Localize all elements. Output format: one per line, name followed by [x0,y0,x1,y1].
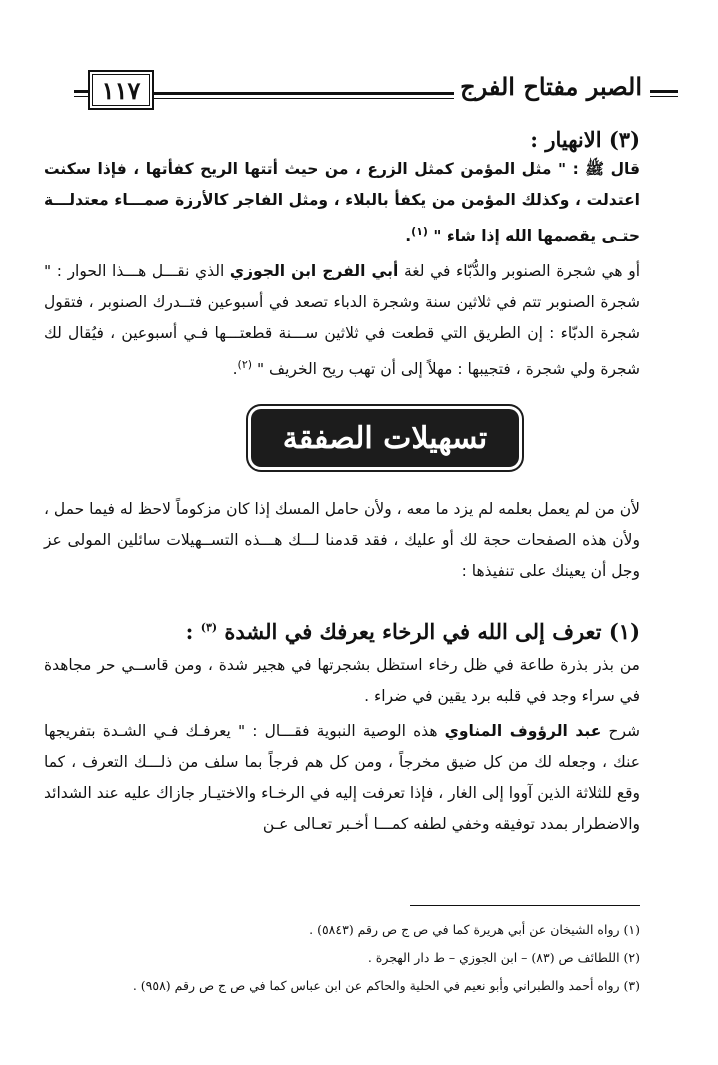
header-rule [650,96,678,97]
footnote-ref: (٣) [200,621,218,634]
hadith-paragraph: قال ﷺ : " مثل المؤمن كمثل الزرع ، من حيث أتتها الريح كفأتها ، فإذا سكنت اعتدلت ، وكذلك المؤمن من يكفأ بالبلاء ، ومثل الفاجر كالأرزة صمـــاء معتدلـــة حتـى يقصمها الله إذا شاء " $^{(١)}$. [44,160,640,246]
paragraph-text: شرح [601,722,640,740]
footnote-ref: (١) [411,225,428,238]
body-paragraph: من بذر بذرة طاعة في ظل رخاء استظل بشجرتها في هجير شدة ، ومن قاســي حر مجاهدة في سراء وجد في قلبه برد يقين في ضراء . [44,656,640,705]
section-know-allah [44,612,640,840]
footnote: (٢) اللطائف ص (٨٣) – ابن الجوزي – ط دار الهجرة . [367,950,640,965]
body-paragraph [44,716,640,840]
section-banner: تسهيلات الصفقة [251,409,519,467]
body-paragraph: أو هي شجرة الصنوبر والدُّبّاء في لغة أبي الفرج ابن الجوزي الذي نقـــل هـــذا الحوار : " شجرة الصنوبر تتم في ثلاثين سنة وشجرة الدباء تصعد في أسبوعين فتــدرك الصنوبر ، فتقول شجرة الدبّاء : إن الطريق التي قطعت في ثلاثين ســـنة قطعتـــها فـي أسبوعين ، فيُقال لك شجرة ولي شجرة ، فتجيبها : مهلاً إلى أن تهب ريح الخريف " $^{(٢)}$. [44,262,641,379]
hadith-text: قال ﷺ : " مثل المؤمن كمثل الزرع ، من حيث أتتها الريح كفأتها ، فإذا سكنت اعتدلت ، وكذلك المؤمن من يكفأ بالبلاء ، ومثل الفاجر كالأرزة صمـــاء معتدلـــة حتـى يقصمها الله إذا شاء " [44,160,640,246]
paragraph-text: الذي نقـــل هـــذا الحوار : " شجرة الصنوبر تتم في ثلاثين سنة وشجرة الدباء تصعد في أسبوعين فتــدرك الصنوبر ، فتقول شجرة الدبّاء : إن الطريق التي قطعت في ثلاثين ســـنة قطعتـــها فـي أسبوعين ، فيُقال لك شجرة ولي شجرة ، فتجيبها : مهلاً إلى أن تهب ريح الخريف " [44,262,640,379]
running-title: الصبر مفتاح الفرج [454,72,648,101]
footnote: (٣) رواه أحمد والطبراني وأبو نعيم في الحلية والحاكم عن ابن عباس كما في ص ج ص رقم (٩٥٨) . [132,978,640,993]
author-name: أبي الفرج ابن الجوزي [229,262,399,281]
section-collapse [44,124,640,385]
section-heading: (٣) الانهيار : [530,127,640,152]
paragraph-text: هذه الوصية النبوية فقـــال : " يعرفـك فـي الشـدة بتفريجها عنك ، وجعله لك من كل ضيق مخرجاً ، ومن كل هم فرجاً بما سلف من ذلـــك التعرف ، كما وقع للثلاثة الذين آووا إلى الغار ، فإذا تعرفت إليه في الرخـاء والاختيـار جازاك عليه عند الشدائد والاضطرار بمدد توفيقه وخفي لطفه كمـــا أخـبر تعـالى عـن [44,722,640,833]
intro-block [44,494,640,587]
heading-text: (١) تعرف إلى الله في الرخاء يعرفك في الشدة [224,619,640,644]
header-rule [650,90,678,93]
section-heading: (١) تعرف إلى الله في الرخاء يعرفك في الشدة $^{(٣)}$ : [185,619,640,644]
header-rule [74,96,88,97]
footnotes [44,916,640,1000]
footnote-ref: (٢) [237,358,253,372]
author-name: عبد الرؤوف المناوي [444,722,602,740]
footnote-separator [410,905,640,906]
header-rule [74,90,88,93]
intro-paragraph: لأن من لم يعمل بعلمه لم يزد ما معه ، ولأن حامل المسك إذا كان مزكوماً لاحظ له فيما حمل ، ولأن هذه الصفحات حجة لك أو عليك ، فقد قدمنا لـــك هـــذه التســهيلات سائلين المولى عز وجل أن يعينك على تنفيذها : [44,500,640,580]
page-number: ١١٧ [88,70,154,110]
footnote: (١) رواه الشيخان عن أبي هريرة كما في ص ج ص رقم (٥٨٤٣) . [309,922,640,937]
page-header [74,66,678,116]
paragraph-text: أو هي شجرة الصنوبر والدُّبّاء في لغة [398,262,641,281]
